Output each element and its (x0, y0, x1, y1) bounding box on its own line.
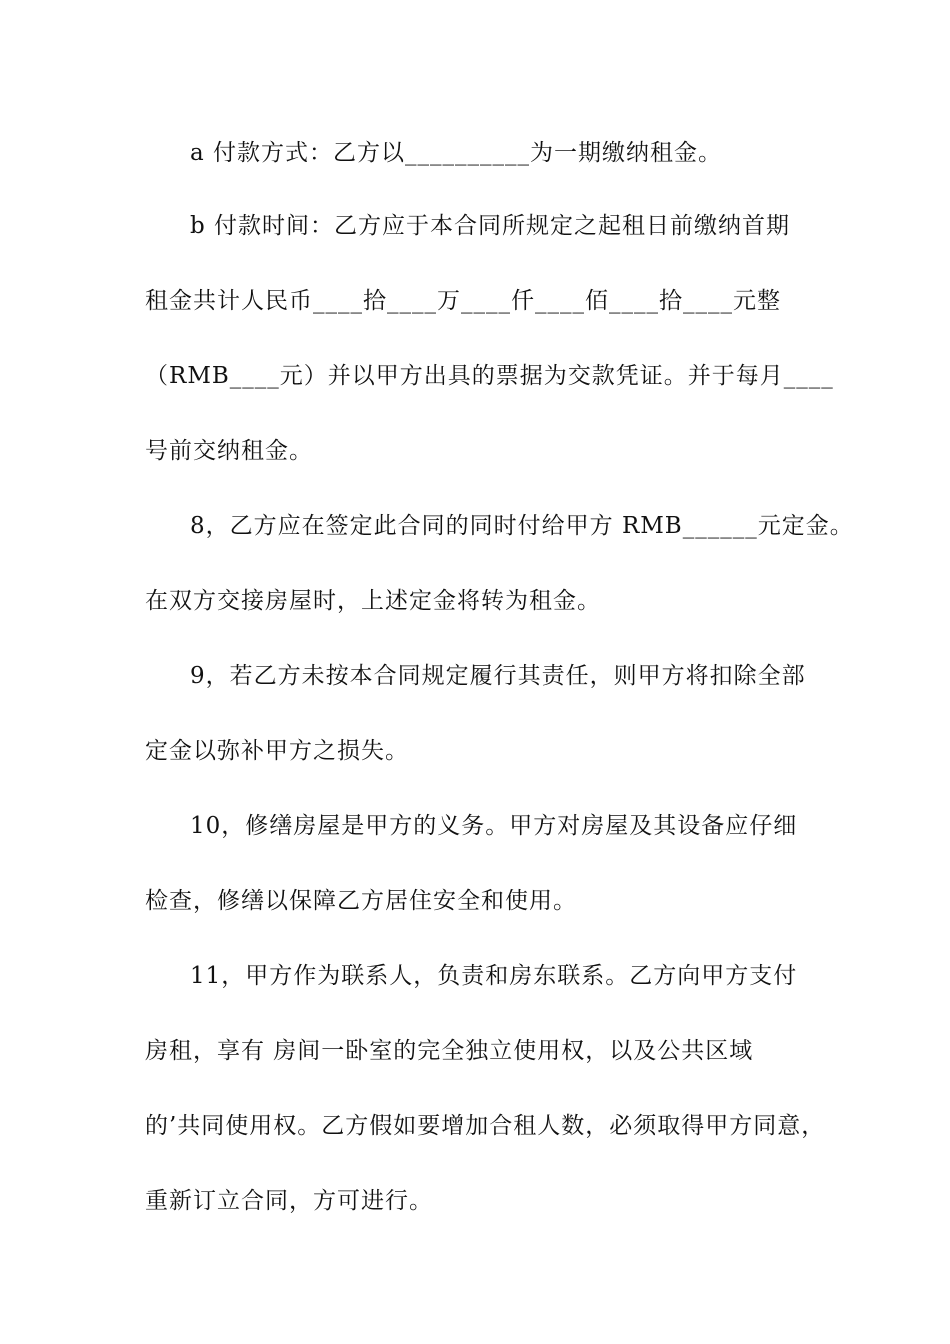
clause-b-end-line: 号前交纳租金。 (145, 438, 313, 464)
clause-10-repairs: 10，修缮房屋是甲方的义务。甲方对房屋及其设备应仔细 (190, 813, 798, 839)
clause-a-payment-method: a 付款方式：乙方以__________为一期缴纳租金。 (190, 140, 723, 166)
clause-9-breach: 9，若乙方未按本合同规定履行其责任，则甲方将扣除全部 (190, 663, 806, 689)
clause-11-line-3: 的’共同使用权。乙方假如要增加合租人数，必须取得甲方同意， (145, 1113, 826, 1139)
clause-11-contact: 11，甲方作为联系人，负责和房东联系。乙方向甲方支付 (190, 963, 798, 989)
clause-b-rmb-line: （RMB____元）并以甲方出具的票据为交款凭证。并于每月____ (145, 363, 834, 389)
clause-10-continuation: 检查，修缮以保障乙方居住安全和使用。 (145, 888, 577, 914)
clause-b-payment-time: b 付款时间：乙方应于本合同所规定之起租日前缴纳首期 (190, 213, 791, 239)
clause-11-line-2: 房租，享有 房间一卧室的完全独立使用权，以及公共区域 (145, 1038, 754, 1064)
clause-8-deposit: 8，乙方应在签定此合同的同时付给甲方 RMB______元定金。 (190, 513, 854, 539)
clause-b-amount-line: 租金共计人民币____拾____万____仟____佰____拾____元整 (145, 288, 781, 314)
clause-8-continuation: 在双方交接房屋时，上述定金将转为租金。 (145, 588, 601, 614)
clause-11-line-4: 重新订立合同，方可进行。 (145, 1188, 433, 1214)
clause-9-continuation: 定金以弥补甲方之损失。 (145, 738, 409, 764)
